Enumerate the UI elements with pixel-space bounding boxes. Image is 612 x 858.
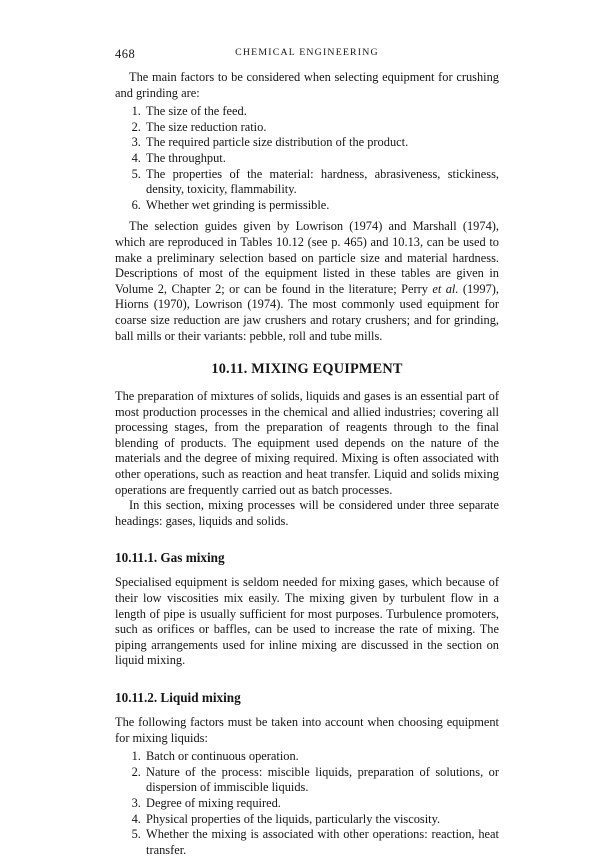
paragraph-mixing-overview: The preparation of mixtures of solids, liquids and gases is an essential part of most production processes in the chemical and allied industries; covering all processing stages, from the preparation of reagents through to the final blending of products. The equipment used depends on the nature of the materials and the degree of mixing required. Mixing is often associated with other operations, such as reaction and heat transfer. Liquid and solids mixing operations are frequently carried out as batch processes.: [115, 389, 499, 497]
crushing-factors-list: [115, 104, 499, 213]
list-item: 1. The size of the feed.: [144, 104, 499, 120]
page-number: 468: [115, 47, 136, 61]
liquid-mixing-factors-list: [115, 749, 499, 858]
list-item: 6. Whether wet grinding is permissible.: [144, 198, 499, 214]
paragraph-text: The selection guides given by Lowrison (1974) and Marshall (1974), which are reproduced in Tables 10.12 (see p. 465) and 10.13, can be used to make a preliminary selection based on particle size and material hardness. Descriptions of most of the equipment listed in these tables are given in Volume 2, Chapter 2; or can be found in the literature; Perry: [115, 219, 499, 296]
subsection-heading-gas-mixing: 10.11.1. Gas mixing: [115, 550, 225, 566]
list-item: 2. The size reduction ratio.: [144, 120, 499, 136]
list-item: 3. The required particle size distribution of the product.: [144, 135, 499, 151]
list-item: 4. The throughput.: [144, 151, 499, 167]
citation-et-al: et al.: [432, 281, 459, 296]
paragraph-selection-guides: [115, 219, 499, 344]
paragraph-liquid-mixing-intro: The following factors must be taken into account when choosing equipment for mixing liquids:: [115, 715, 499, 745]
paragraph-crushing-intro: The main factors to be considered when selecting equipment for crushing and grinding are:: [115, 70, 499, 100]
list-item: 2. Nature of the process: miscible liquids, preparation of solutions, or dispersion of immiscible liquids.: [144, 765, 499, 796]
page-header: [115, 47, 499, 60]
list-item: 3. Degree of mixing required.: [144, 796, 499, 812]
running-head: CHEMICAL ENGINEERING: [235, 47, 379, 58]
paragraph-gas-mixing: Specialised equipment is seldom needed for mixing gases, which because of their low viscosities mix easily. The mixing given by turbulent flow in a length of pipe is usually sufficient for most purposes. Turbulence promoters, such as orifices or baffles, can be used to increase the rate of mixing. The piping arrangements used for inline mixing are discussed in the section on liquid mixing.: [115, 575, 499, 668]
list-item: 4. Physical properties of the liquids, particularly the viscosity.: [144, 812, 499, 828]
list-item: 1. Batch or continuous operation.: [144, 749, 499, 765]
paragraph-text: (1997), Hiorns (1970), Lowrison (1974). The most commonly used equipment for coarse size reduction are jaw crushers and rotary crushers; and for grinding, ball mills or their variants: pebble, roll and tube mills.: [115, 281, 499, 343]
section-heading-mixing-equipment: 10.11. MIXING EQUIPMENT: [211, 361, 403, 378]
paragraph-mixing-headings: In this section, mixing processes will be considered under three separate headings: gases, liquids and solids.: [115, 498, 499, 528]
list-item: 5. The properties of the material: hardness, abrasiveness, stickiness, density, toxicity, flammability.: [144, 167, 499, 198]
list-item: 5. Whether the mixing is associated with other operations: reaction, heat transfer.: [144, 827, 499, 858]
subsection-heading-liquid-mixing: 10.11.2. Liquid mixing: [115, 690, 241, 705]
